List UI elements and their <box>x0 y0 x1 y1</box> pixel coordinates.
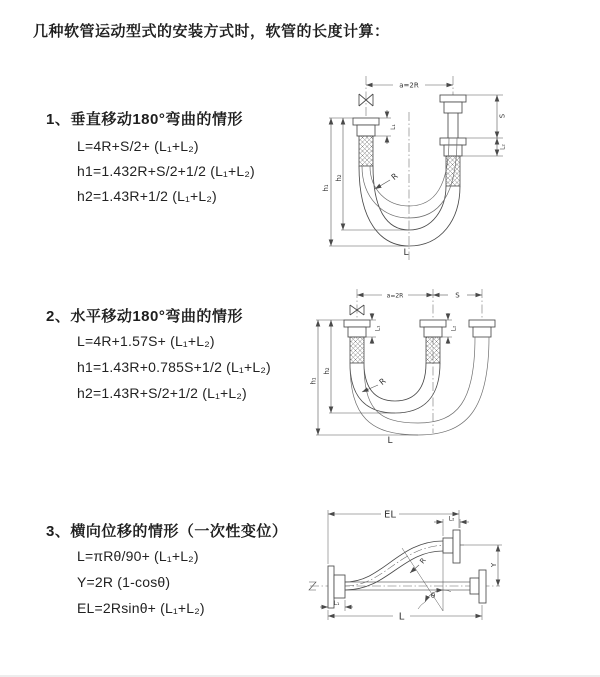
d1-r-label: R <box>389 171 400 182</box>
d3-l2-label: L₂ <box>448 515 455 523</box>
dimension-l2 <box>462 138 507 156</box>
section-2-formula-h2: h2=1.43R+S/2+1/2 (L₁+L₂) <box>77 385 247 401</box>
d3-theta-label: θ <box>430 592 436 600</box>
diagram-lateral-displacement <box>298 498 600 655</box>
d2-h2-label: h₂ <box>323 367 331 375</box>
section-1-formula-L: L=4R+S/2+ (L₁+L₂) <box>77 138 199 154</box>
dimension-l2 <box>434 516 469 537</box>
d2-s-label: S <box>455 291 460 300</box>
section-3-formula-L: L=πRθ/90+ (L₁+L₂) <box>77 548 199 564</box>
dimension-l1 <box>320 600 353 611</box>
d2-h1-label: h₁ <box>309 377 318 385</box>
hose-original-position <box>350 363 440 413</box>
centerlines <box>357 289 482 433</box>
section-2-formula-L: L=4R+1.57S+ (L₁+L₂) <box>77 333 215 349</box>
hose-moved-position <box>350 337 489 435</box>
section-1-heading: 1、垂直移动180°弯曲的情形 <box>46 111 243 128</box>
d3-l-label: L <box>398 611 405 623</box>
dimension-span-a2r <box>357 293 433 300</box>
dimension-l1 <box>375 110 397 144</box>
d2-span-label: a=2R <box>386 292 404 300</box>
dimension-l <box>328 605 482 623</box>
dimension-el <box>328 510 459 565</box>
section-3-heading: 3、横向位移的情形（一次性变位） <box>46 523 288 540</box>
right-fitting <box>469 320 495 337</box>
d3-r-label: R <box>418 556 428 566</box>
d1-span-label: a=2R <box>399 81 419 90</box>
d2-r-label: R <box>377 376 388 387</box>
centerlines <box>366 76 453 260</box>
d2-l2-label: L₂ <box>450 325 458 332</box>
d3-y-label: Y <box>490 562 498 568</box>
hose-s-curve <box>345 541 443 590</box>
radius-callout <box>375 171 400 189</box>
diagram-vertical-180-bend <box>313 70 600 265</box>
left-fitting <box>353 118 379 166</box>
d1-h2-label: h₂ <box>335 174 343 182</box>
upper-fitting <box>443 530 460 563</box>
dimension-span-a2r <box>366 82 453 90</box>
d3-el-label: EL <box>384 509 396 521</box>
dimension-s <box>466 95 507 138</box>
section-3-formula-Y: Y=2R (1-cosθ) <box>77 574 171 590</box>
d1-h1-label: h₁ <box>322 184 330 192</box>
section-1-formula-h1: h1=1.432R+S/2+1/2 (L₁+L₂) <box>77 163 255 179</box>
d1-l-label: L <box>403 248 409 258</box>
d1-l1-label: L₁ <box>390 124 397 130</box>
section-2-formula-h1: h1=1.43R+0.785S+1/2 (L₁+L₂) <box>77 359 271 375</box>
page-title: 几种软管运动型式的安装方式时，软管的长度计算： <box>33 23 390 40</box>
dimension-l1 <box>364 313 382 344</box>
d2-l1-label: L₁ <box>374 325 382 332</box>
section-2-heading: 2、水平移动180°弯曲的情形 <box>46 308 243 325</box>
section-3-formula-EL: EL=2Rsinθ+ (L₁+L₂) <box>77 600 205 616</box>
d3-l1-label: L₁ <box>333 600 340 607</box>
dimension-s <box>433 292 482 300</box>
middle-fitting <box>420 320 446 363</box>
left-fitting <box>344 320 370 363</box>
d2-l-label: L <box>387 436 393 446</box>
right-fitting-upper <box>440 95 466 138</box>
dimension-l2 <box>440 313 458 344</box>
section-1-formula-h2: h2=1.43R+1/2 (L₁+L₂) <box>77 188 217 204</box>
d1-l2-label: L₂ <box>499 144 507 150</box>
d1-s-label: S <box>498 113 507 119</box>
diagram-horizontal-180-bend <box>306 283 600 463</box>
